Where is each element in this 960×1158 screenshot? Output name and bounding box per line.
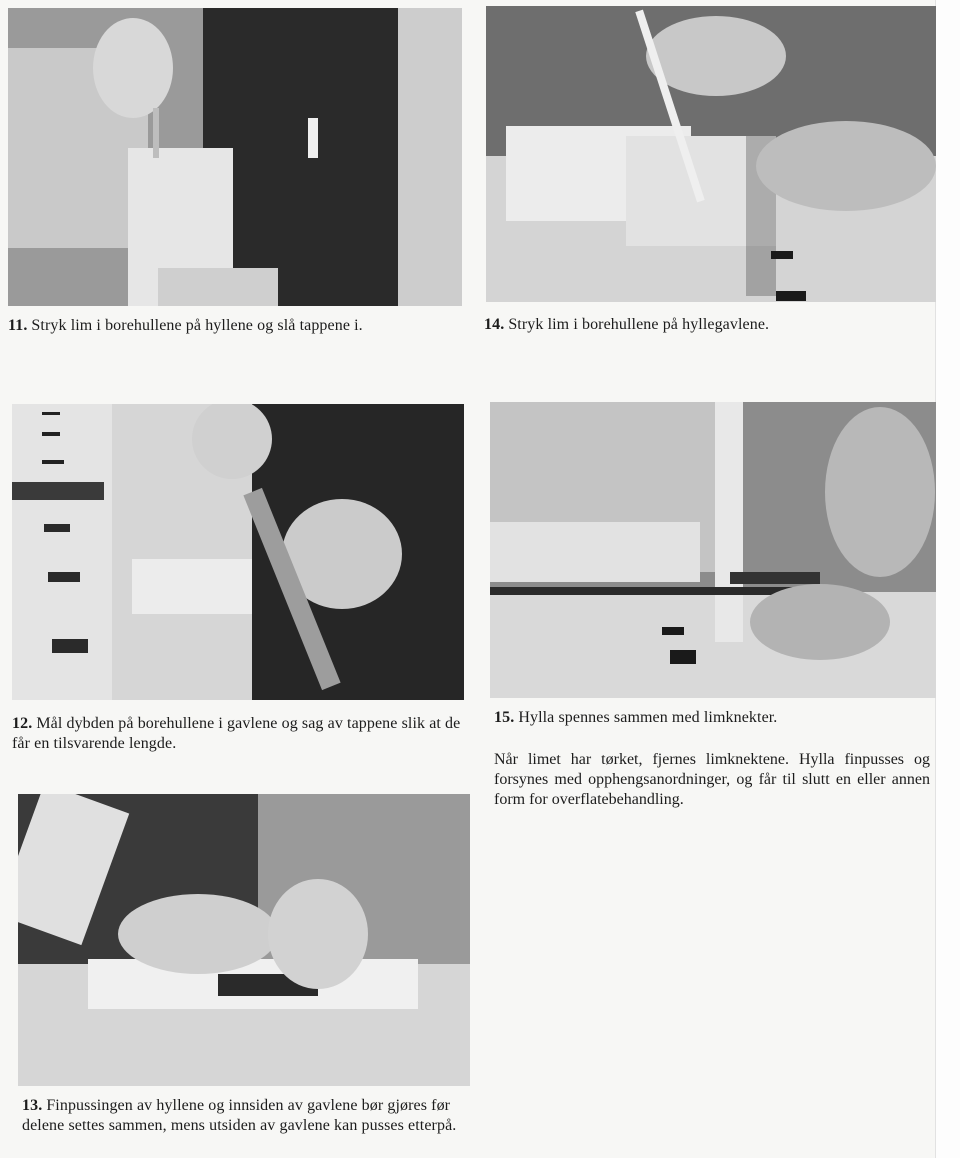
sanding-photo	[18, 794, 470, 1086]
caption-15	[494, 708, 934, 728]
clamping-shelf-photo	[490, 402, 936, 698]
caption-14	[484, 315, 924, 335]
caption-number: 14.	[484, 316, 505, 333]
caption-text: Stryk lim i borehullene på hyllene og slå tappene i.	[31, 317, 363, 334]
gluing-side-panel-photo	[486, 6, 936, 302]
photo-14	[486, 6, 936, 302]
photo-13	[18, 794, 470, 1086]
photo-11	[8, 8, 462, 306]
caption-number: 13.	[22, 1097, 43, 1114]
caption-13	[22, 1096, 472, 1136]
caption-number: 15.	[494, 709, 515, 726]
photo-12	[12, 404, 464, 700]
caption-number: 11.	[8, 317, 28, 334]
caption-text: Hylla spennes sammen med limknekter.	[518, 709, 778, 726]
caption-text: Finpussingen av hyllene og innsiden av gavlene bør gjøres før delene settes sammen, mens utsiden av gavlene kan pusses etterpå.	[22, 1097, 457, 1134]
caption-text: Stryk lim i borehullene på hyllegavlene.	[508, 316, 770, 333]
page-edge	[935, 0, 960, 1158]
caption-text: Mål dybden på borehullene i gavlene og sag av tappene slik at de får en tilsvarende lengde.	[12, 715, 461, 752]
caption-11	[8, 316, 468, 336]
caption-12	[12, 714, 468, 754]
gluing-dowels-photo	[8, 8, 462, 306]
body-paragraph: Når limet har tørket, fjernes limknektene. Hylla finpusses og forsynes med opphengsanordninger, og får til slutt en eller annen form for overflatebehandling.	[494, 751, 930, 808]
photo-15	[490, 402, 936, 698]
measuring-depth-photo	[12, 404, 464, 700]
caption-number: 12.	[12, 715, 33, 732]
